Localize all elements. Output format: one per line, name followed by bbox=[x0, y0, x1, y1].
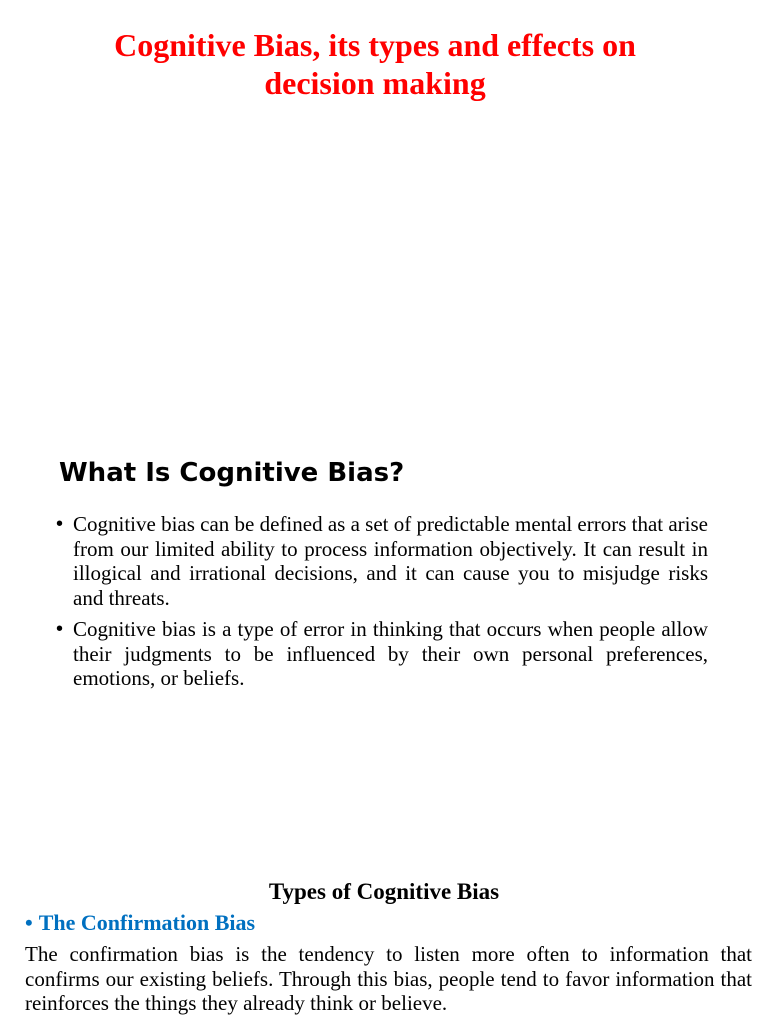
bullet-icon: • bbox=[56, 513, 64, 535]
list-item bbox=[56, 617, 708, 691]
confirmation-bias-heading bbox=[25, 909, 255, 937]
types-heading: Types of Cognitive Bias bbox=[268, 879, 500, 904]
bullet-icon: • bbox=[56, 618, 64, 640]
confirmation-bias-description: The confirmation bias is the tendency to listen more often to information that confirms our existing beliefs. Through this bias, people tend to favor information that reinforces the things they already think or believe. bbox=[25, 942, 752, 1015]
sub-bullet-title: The Confirmation Bias bbox=[38, 910, 256, 935]
bullet-text: Cognitive bias is a type of error in thinking that occurs when people allow their judgments to be influenced by their own personal preferences, emotions, or beliefs. bbox=[73, 617, 708, 690]
list-item bbox=[56, 512, 708, 610]
bullet-icon: • bbox=[25, 910, 33, 935]
bullet-text: Cognitive bias can be defined as a set of predictable mental errors that arise from our limited ability to process information objectively. It can result in illogical and irrational decisions, and it can cause you to misjudge risks and threats. bbox=[73, 512, 709, 610]
page-title: Cognitive Bias, its types and effects on decision making bbox=[114, 27, 636, 101]
section-heading: What Is Cognitive Bias? bbox=[59, 458, 405, 488]
bullet-list bbox=[56, 512, 708, 698]
